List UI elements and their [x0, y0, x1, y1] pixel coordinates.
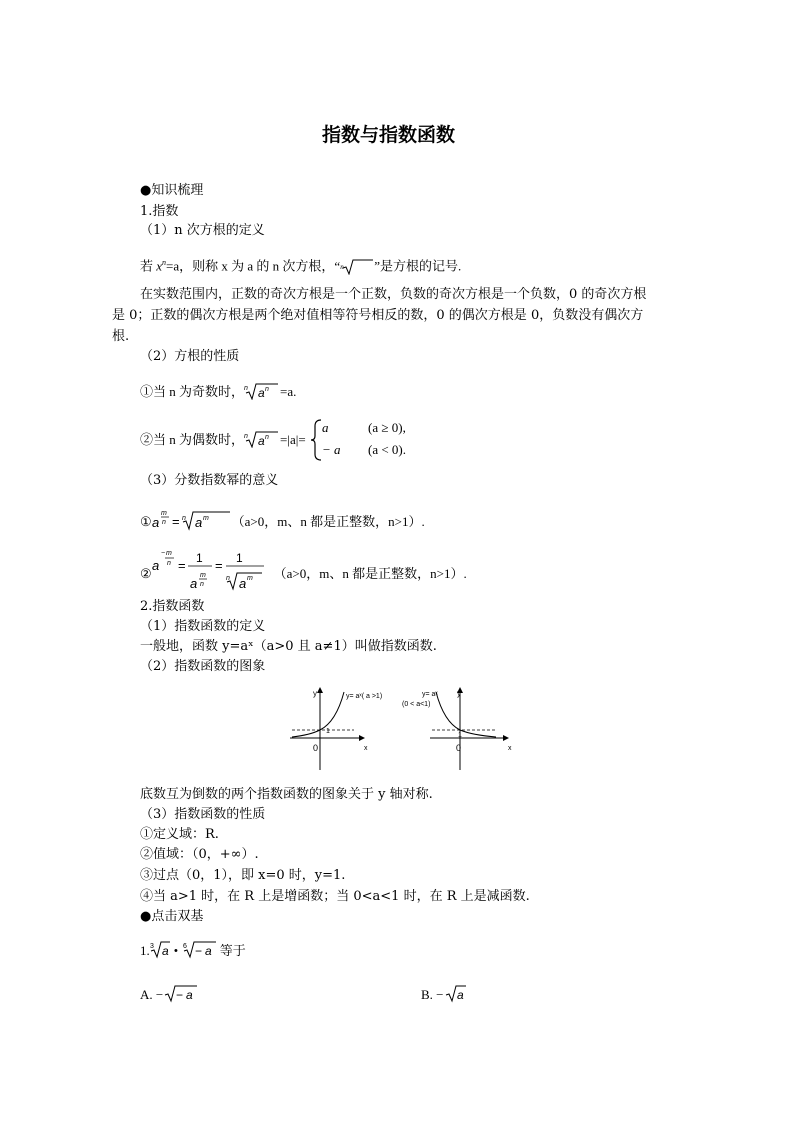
svg-text:n: n	[166, 560, 171, 567]
svg-text:a: a	[186, 988, 193, 1002]
case1-value: a	[322, 420, 329, 435]
svg-text:n: n	[244, 385, 248, 392]
svg-text:m: m	[246, 575, 253, 582]
option-a	[140, 984, 199, 1004]
svg-text:3: 3	[149, 943, 154, 950]
svg-text:m: m	[202, 515, 209, 522]
fractional-exponent-positive	[140, 508, 425, 532]
increasing-graph	[290, 689, 382, 770]
graph1-function-label: y= aˣ( a >1)	[346, 693, 383, 700]
svg-text:−: −	[194, 944, 202, 958]
section-heading-basics: ●点击双基	[140, 909, 204, 924]
graph2-origin-label: 0	[456, 743, 462, 753]
exponential-graphs-figure	[280, 684, 530, 776]
graph2-one-label: 1	[458, 732, 462, 739]
svg-text:a: a	[189, 576, 197, 591]
svg-text:1: 1	[235, 551, 243, 565]
svg-text:a: a	[258, 434, 265, 448]
radical-sign-icon	[340, 259, 374, 275]
graph1-x-label: x	[364, 745, 368, 752]
option-b-label: B. −	[421, 987, 444, 1002]
q1-expression-icon	[150, 940, 220, 960]
svg-text:a: a	[151, 558, 159, 573]
symmetry-note: 底数互为倒数的两个指数函数的图象关于 y 轴对称.	[140, 787, 433, 802]
svg-text:−: −	[160, 550, 165, 557]
function-definition-text: 一般地，函数 y=aˣ（a>0 且 a≠1）叫做指数函数.	[140, 639, 437, 654]
graph1-origin-label: 0	[313, 743, 319, 753]
svg-text:a: a	[151, 515, 159, 530]
option-a-radical-icon	[163, 984, 199, 1004]
option-b	[421, 984, 468, 1004]
decreasing-graph	[402, 689, 512, 770]
graph2-y-label: y	[457, 689, 461, 698]
property-monotonicity: ④当 a>1 时，在 R 上是增函数；当 0<a<1 时，在 R 上是减函数.	[140, 889, 530, 904]
svg-text:n: n	[244, 433, 248, 440]
svg-text:a: a	[238, 576, 246, 591]
subheading-root-properties: （2）方根的性质	[140, 349, 240, 364]
property-odd-root	[140, 382, 296, 401]
svg-text:−: −	[176, 988, 184, 1002]
radical-index: n	[340, 263, 344, 272]
svg-text:m: m	[160, 510, 167, 517]
svg-text:n: n	[161, 519, 166, 526]
svg-text:a: a	[258, 386, 265, 400]
prop2-pre: ②当 n 为偶数时，	[140, 432, 245, 447]
question-1	[140, 940, 246, 960]
section-heading-knowledge: ●知识梳理	[140, 183, 204, 198]
subheading-fractional-exponent: （3）分数指数幂的意义	[140, 473, 279, 488]
radical-symbol	[340, 260, 374, 274]
fractional-exponent-negative	[140, 548, 467, 596]
def-x: x	[156, 258, 163, 274]
case2-condition: (a < 0).	[368, 442, 407, 457]
svg-text:a: a	[456, 988, 464, 1002]
paragraph-line-1: 在实数范围内，正数的奇次方根是一个正数，负数的奇次方根是一个负数，0 的奇次方根	[140, 287, 647, 302]
heading-exponential-function: 2.指数函数	[140, 599, 205, 614]
svg-text:n: n	[265, 434, 269, 441]
svg-text:=: =	[177, 558, 186, 573]
case2-value: − a	[322, 442, 341, 457]
odd-root-expression-icon	[244, 382, 280, 400]
graph2-x-label: x	[508, 745, 512, 752]
svg-text:m: m	[199, 572, 206, 579]
root-definition-line	[140, 254, 461, 275]
svg-text:n: n	[225, 575, 230, 582]
svg-text:•: •	[173, 945, 178, 957]
svg-text:a: a	[194, 515, 202, 530]
def-text-1: 若	[140, 258, 157, 274]
def-text-3: ”是方根的记号.	[374, 258, 462, 274]
svg-text:=: =	[171, 514, 180, 529]
graph2-function-label: y= aˣ	[422, 691, 438, 698]
svg-text:1: 1	[195, 551, 203, 565]
positive-exponent-expression-icon	[152, 508, 232, 532]
property-fixed-point: ③过点（0，1），即 x=0 时，y=1.	[140, 868, 346, 883]
frac2-pre: ②	[140, 566, 152, 581]
heading-exponent: 1.指数	[140, 204, 179, 219]
svg-text:m: m	[165, 550, 172, 557]
paragraph-line-3: 根.	[112, 329, 130, 344]
graph1-one-label: 1	[326, 728, 330, 735]
q1-number: 1.	[140, 943, 150, 958]
svg-text:6: 6	[182, 943, 187, 950]
subheading-function-properties: （3）指数函数的性质	[140, 807, 266, 822]
subheading-function-definition: （1）指数函数的定义	[140, 619, 266, 634]
svg-text:a: a	[161, 944, 169, 958]
option-b-radical-icon	[444, 984, 468, 1004]
property-domain: ①定义域：R.	[140, 827, 219, 842]
prop2-mid: =|a|=	[280, 432, 306, 447]
subheading-nth-root-definition: （1）n 次方根的定义	[140, 223, 265, 238]
graph1-y-label: y	[313, 689, 317, 698]
def-text-2: =a，则称 x 为 a 的 n 次方根，“	[166, 258, 341, 274]
frac2-post: （a>0，m、n 都是正整数，n>1）.	[273, 566, 467, 581]
page-title: 指数与指数函数	[322, 124, 456, 146]
case1-condition: (a ≥ 0),	[368, 420, 406, 435]
paragraph-line-2: 是 0；正数的偶次方根是两个绝对值相等符号相反的数，0 的偶次方根是 0，负数没有偶次方	[112, 308, 644, 323]
q1-text: 等于	[219, 943, 246, 958]
def-n-exponent: n	[162, 258, 167, 267]
svg-text:n: n	[265, 386, 269, 393]
subheading-function-graph: （2）指数函数的图象	[140, 659, 266, 674]
frac1-post: （a>0，m、n 都是正整数，n>1）.	[231, 514, 425, 529]
prop1-pre: ①当 n 为奇数时，	[140, 384, 245, 399]
frac1-pre: ①	[140, 514, 152, 529]
brace-icon	[309, 418, 323, 462]
svg-text:n: n	[199, 581, 204, 588]
graph2-range-label: (0 < a<1)	[402, 701, 431, 708]
property-even-root	[140, 430, 306, 449]
svg-text:=: =	[214, 558, 223, 573]
svg-text:a: a	[204, 944, 212, 958]
option-a-label: A. −	[140, 987, 164, 1002]
svg-text:n: n	[181, 515, 186, 522]
negative-exponent-expression-icon	[152, 548, 274, 596]
property-range: ②值域：（0，+∞）.	[140, 847, 259, 862]
prop1-post: =a.	[280, 384, 297, 399]
even-root-expression-icon	[244, 430, 280, 448]
